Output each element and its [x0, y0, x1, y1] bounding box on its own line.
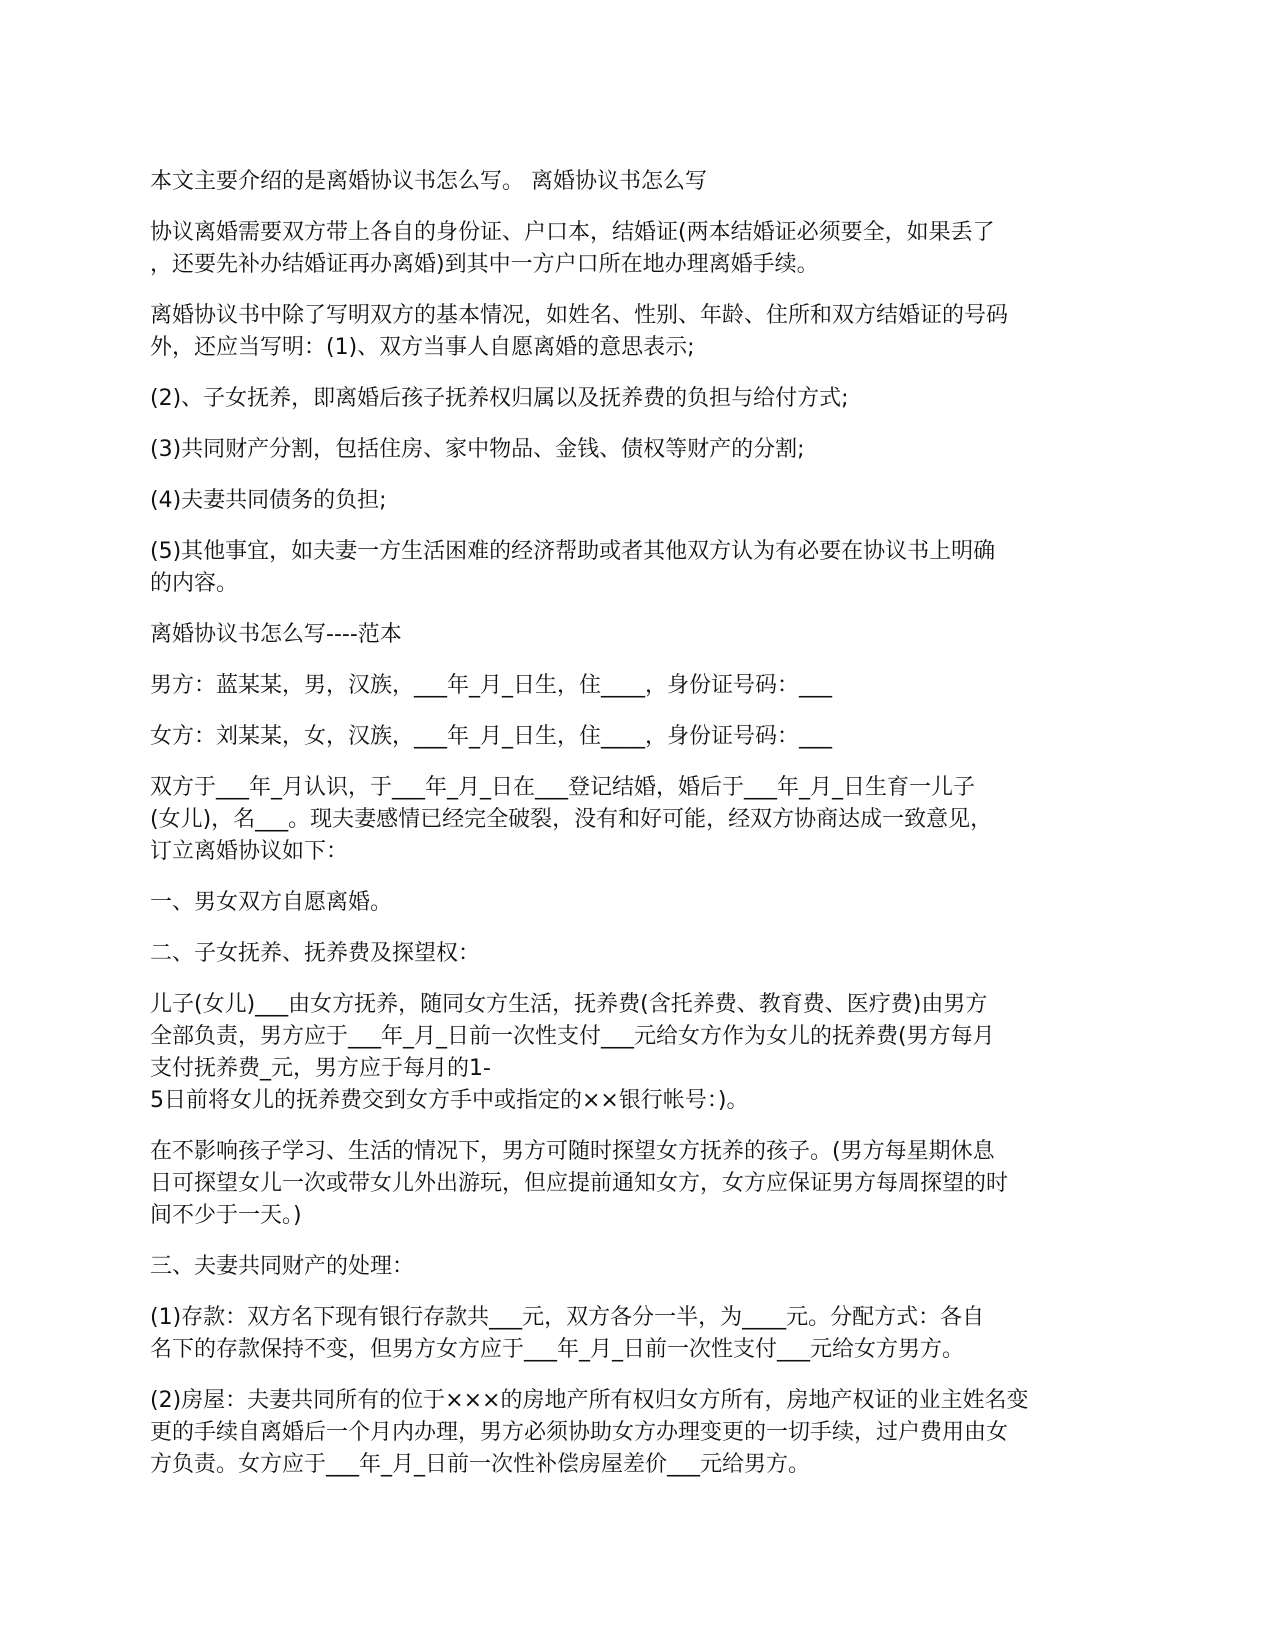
text-line: 三、夫妻共同财产的处理： — [150, 1254, 415, 1279]
document-page — [150, 166, 1135, 1500]
paragraph — [150, 670, 1135, 702]
text-line: 5日前将女儿的抚养费交到女方手中或指定的××银行帐号：)。 — [150, 1088, 749, 1113]
text-line: 在不影响孩子学习、生活的情况下，男方可随时探望女方抚养的孩子。(男方每星期休息 — [150, 1139, 995, 1164]
text-line: 本文主要介绍的是离婚协议书怎么写。 离婚协议书怎么写 — [150, 169, 707, 194]
text-line: (4)夫妻共同债务的负担; — [150, 488, 387, 513]
text-line: 外，还应当写明：(1)、双方当事人自愿离婚的意思表示; — [150, 335, 695, 360]
text-line: 更的手续自离婚后一个月内办理，男方必须协助女方办理变更的一切手续，过户费用由女 — [150, 1420, 1009, 1445]
paragraph — [150, 536, 1135, 600]
text-line: 离婚协议书怎么写----范本 — [150, 622, 402, 647]
paragraph — [150, 772, 1135, 868]
paragraph — [150, 721, 1135, 753]
paragraph — [150, 217, 1135, 281]
text-line: 儿子(女儿)___由女方抚养，随同女方生活，抚养费(含托养费、教育费、医疗费)由男方 — [150, 992, 988, 1017]
text-line: 离婚协议书中除了写明双方的基本情况，如姓名、性别、年龄、住所和双方结婚证的号码 — [150, 303, 1009, 328]
paragraph — [150, 887, 1135, 919]
text-line: (1)存款：双方名下现有银行存款共___元，双方各分一半，为____元。分配方式：各自 — [150, 1305, 985, 1330]
text-line: (3)共同财产分割，包括住房、家中物品、金钱、债权等财产的分割; — [150, 437, 805, 462]
text-line: 女方：刘某某，女，汉族，___年_月_日生，住____，身份证号码：___ — [150, 724, 833, 749]
text-line: (2)房屋：夫妻共同所有的位于×××的房地产所有权归女方所有，房地产权证的业主姓名变 — [150, 1388, 1029, 1413]
paragraph — [150, 1251, 1135, 1283]
text-line: ，还要先补办结婚证再办离婚)到其中一方户口所在地办理离婚手续。 — [150, 252, 819, 277]
text-line: 日可探望女儿一次或带女儿外出游玩，但应提前通知女方，女方应保证男方每周探望的时 — [150, 1171, 1009, 1196]
text-line: 间不少于一天。) — [150, 1203, 302, 1228]
text-line: (2)、子女抚养，即离婚后孩子抚养权归属以及抚养费的负担与给付方式; — [150, 386, 849, 411]
text-line: 名下的存款保持不变，但男方女方应于___年_月_日前一次性支付___元给女方男方。 — [150, 1337, 965, 1362]
text-line: 协议离婚需要双方带上各自的身份证、户口本，结婚证(两本结婚证必须要全，如果丢了 — [150, 220, 995, 245]
paragraph — [150, 485, 1135, 517]
paragraph — [150, 619, 1135, 651]
paragraph — [150, 938, 1135, 970]
paragraph — [150, 166, 1135, 198]
paragraph — [150, 434, 1135, 466]
text-line: 的内容。 — [150, 571, 239, 596]
paragraph — [150, 383, 1135, 415]
text-line: (5)其他事宜，如夫妻一方生活困难的经济帮助或者其他双方认为有必要在协议书上明确 — [150, 539, 996, 564]
text-line: (女儿)，名___。现夫妻感情已经完全破裂，没有和好可能，经双方协商达成一致意见， — [150, 807, 993, 832]
text-line: 方负责。女方应于___年_月_日前一次性补偿房屋差价___元给男方。 — [150, 1452, 811, 1477]
text-line: 二、子女抚养、抚养费及探望权： — [150, 941, 481, 966]
paragraph — [150, 1136, 1135, 1232]
text-line: 全部负责，男方应于___年_月_日前一次性支付___元给女方作为女儿的抚养费(男方每月 — [150, 1024, 995, 1049]
paragraph — [150, 1385, 1135, 1481]
text-line: 订立离婚协议如下： — [150, 839, 349, 864]
paragraph — [150, 300, 1135, 364]
paragraph — [150, 1302, 1135, 1366]
paragraph — [150, 989, 1135, 1117]
text-line: 男方：蓝某某，男，汉族，___年_月_日生，住____，身份证号码：___ — [150, 673, 833, 698]
text-line: 一、男女双方自愿离婚。 — [150, 890, 393, 915]
text-line: 支付抚养费_元，男方应于每月的1- — [150, 1056, 491, 1081]
text-line: 双方于___年_月认识，于___年_月_日在___登记结婚，婚后于___年_月_日生育一儿子 — [150, 775, 976, 800]
